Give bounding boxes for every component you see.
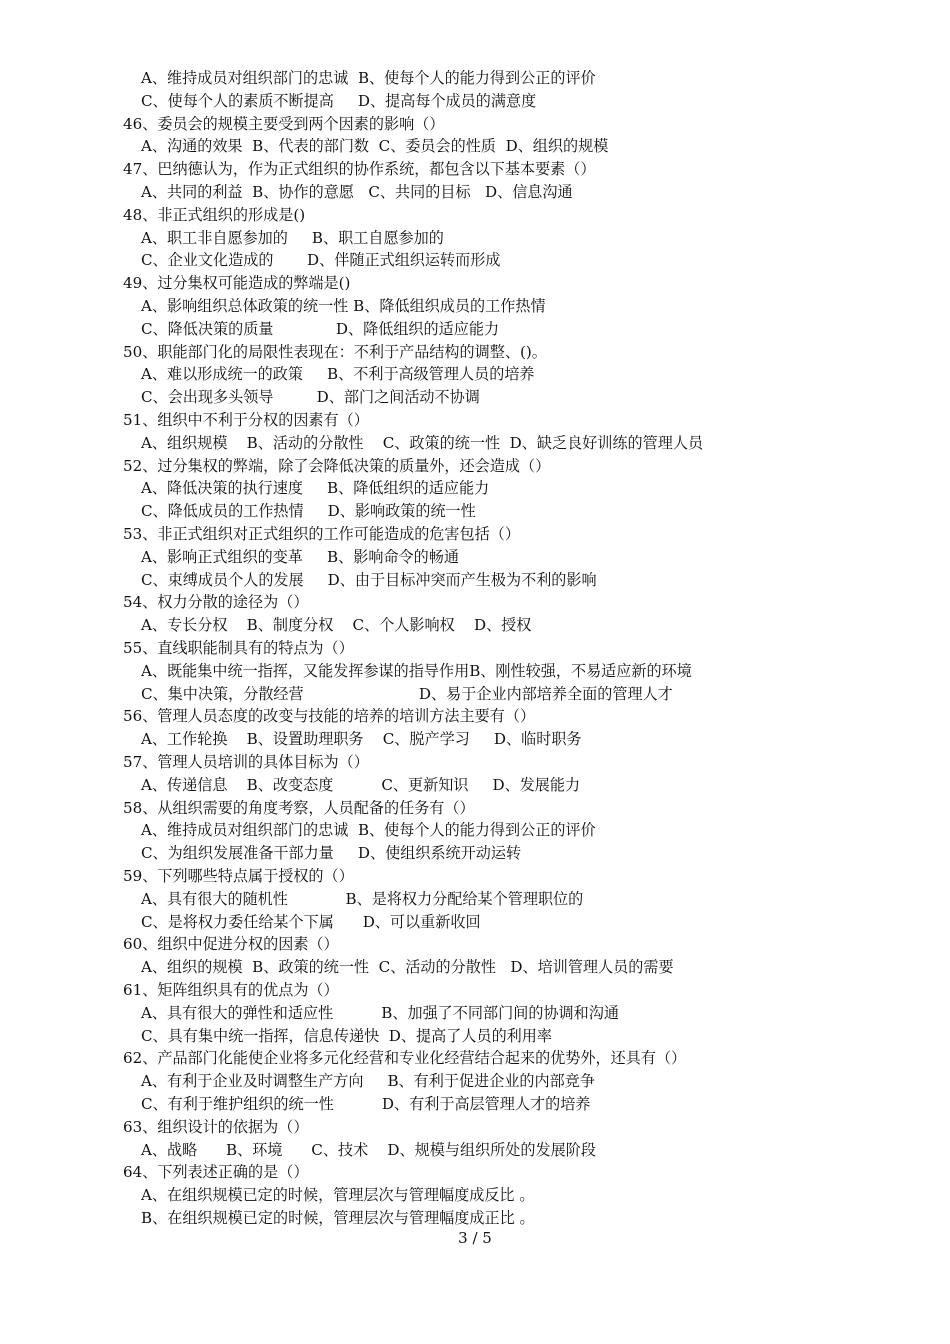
answer-options: A、既能集中统一指挥，又能发挥参谋的指导作用B、刚性较强，不易适应新的环境: [141, 661, 692, 680]
answer-options: C、使每个人的素质不断提高 D、提高每个成员的满意度: [141, 91, 537, 110]
question-text: 59、下列哪些特点属于授权的（）: [123, 867, 354, 885]
answer-options: A、在组织规模已定的时候，管理层次与管理幅度成反比 。: [141, 1186, 535, 1205]
question-text: 48、非正式组织的形成是(): [123, 205, 306, 224]
answer-options: C、会出现多头领导 D、部门之间活动不协调: [141, 388, 480, 407]
answer-options: A、影响正式组织的变革 B、影响命令的畅通: [141, 547, 459, 566]
question-text: 54、权力分散的途径为（）: [123, 593, 309, 612]
question-text: 47、巴纳德认为，作为正式组织的协作系统，都包含以下基本要素（）: [123, 160, 596, 179]
answer-options: C、具有集中统一指挥，信息传递快 D、提高了人员的利用率: [141, 1026, 553, 1045]
answer-options: C、束缚成员个人的发展 D、由于目标冲突而产生极为不利的影响: [141, 570, 597, 589]
answer-options: B、在组织规模已定的时候，管理层次与管理幅度成正比 。: [141, 1209, 535, 1227]
answer-options: A、工作轮换 B、设置助理职务 C、脱产学习 D、临时职务: [141, 730, 582, 749]
question-text: 61、矩阵组织具有的优点为（）: [123, 981, 339, 999]
page-number: 3 / 5: [458, 1229, 492, 1247]
answer-options: C、集中决策，分散经营 D、易于企业内部培养全面的管理人才: [141, 684, 673, 703]
question-text: 56、管理人员态度的改变与技能的培养的培训方法主要有（）: [123, 707, 536, 726]
question-text: 62、产品部门化能使企业将多元化经营和专业化经营结合起来的优势外，还具有（）: [123, 1049, 687, 1068]
answer-options: A、专长分权 B、制度分权 C、个人影响权 D、授权: [141, 616, 532, 635]
answer-options: A、维持成员对组织部门的忠诚 B、使每个人的能力得到公正的评价: [141, 69, 596, 87]
answer-options: C、降低成员的工作热情 D、影响政策的统一性: [141, 502, 476, 521]
question-text: 49、过分集权可能造成的弊端是(): [123, 274, 351, 293]
answer-options: C、为组织发展准备干部力量 D、使组织系统开动运转: [141, 844, 522, 863]
answer-options: A、传递信息 B、改变态度 C、更新知识 D、发展能力: [141, 775, 581, 794]
question-text: 63、组织设计的依据为（）: [123, 1117, 309, 1136]
answer-options: A、维持成员对组织部门的忠诚 B、使每个人的能力得到公正的评价: [141, 821, 596, 840]
answer-options: C、有利于维护组织的统一性 D、有利于高层管理人才的培养: [141, 1095, 591, 1113]
question-text: 55、直线职能制具有的特点为（）: [123, 639, 354, 657]
answer-options: A、职工非自愿参加的 B、职工自愿参加的: [141, 228, 444, 247]
question-text: 58、从组织需要的角度考察，人员配备的任务有（）: [123, 798, 475, 817]
answer-options: A、具有很大的随机性 B、是将权力分配给某个管理职位的: [141, 889, 584, 908]
question-text: 50、职能部门化的局限性表现在：不利于产品结构的调整、()。: [123, 342, 547, 361]
question-text: 64、下列表述正确的是（）: [123, 1163, 309, 1182]
answer-options: C、是将权力委任给某个下属 D、可以重新收回: [141, 912, 481, 931]
answer-options: A、战略 B、环境 C、技术 D、规模与组织所处的发展阶段: [141, 1140, 596, 1159]
answer-options: A、组织的规模 B、政策的统一性 C、活动的分散性 D、培训管理人员的需要: [141, 958, 674, 977]
question-text: 53、非正式组织对正式组织的工作可能造成的危害包括（）: [123, 525, 520, 543]
answer-options: C、企业文化造成的 D、伴随正式组织运转而形成: [141, 251, 501, 270]
answer-options: A、沟通的效果 B、代表的部门数 C、委员会的性质 D、组织的规模: [141, 137, 609, 156]
answer-options: A、具有很大的弹性和适应性 B、加强了不同部门间的协调和沟通: [141, 1003, 619, 1022]
question-text: 46、委员会的规模主要受到两个因素的影响（）: [123, 114, 445, 133]
question-text: 51、组织中不利于分权的因素有（）: [123, 411, 369, 429]
answer-options: A、难以形成统一的政策 B、不利于高级管理人员的培养: [141, 365, 535, 384]
question-text: 57、管理人员培训的具体目标为（）: [123, 753, 369, 771]
question-text: 60、组织中促进分权的因素（）: [123, 935, 339, 954]
answer-options: A、影响组织总体政策的统一性 B、降低组织成员的工作热情: [141, 297, 546, 315]
answer-options: A、有利于企业及时调整生产方向 B、有利于促进企业的内部竞争: [141, 1072, 595, 1091]
answer-options: C、降低决策的质量 D、降低组织的适应能力: [141, 319, 500, 338]
question-text: 52、过分集权的弊端，除了会降低决策的质量外，还会造成（）: [123, 456, 551, 475]
answer-options: A、共同的利益 B、协作的意愿 C、共同的目标 D、信息沟通: [141, 183, 573, 201]
answer-options: A、组织规模 B、活动的分散性 C、政策的统一性 D、缺乏良好训练的管理人员: [141, 433, 704, 452]
answer-options: A、降低决策的执行速度 B、降低组织的适应能力: [141, 479, 490, 498]
